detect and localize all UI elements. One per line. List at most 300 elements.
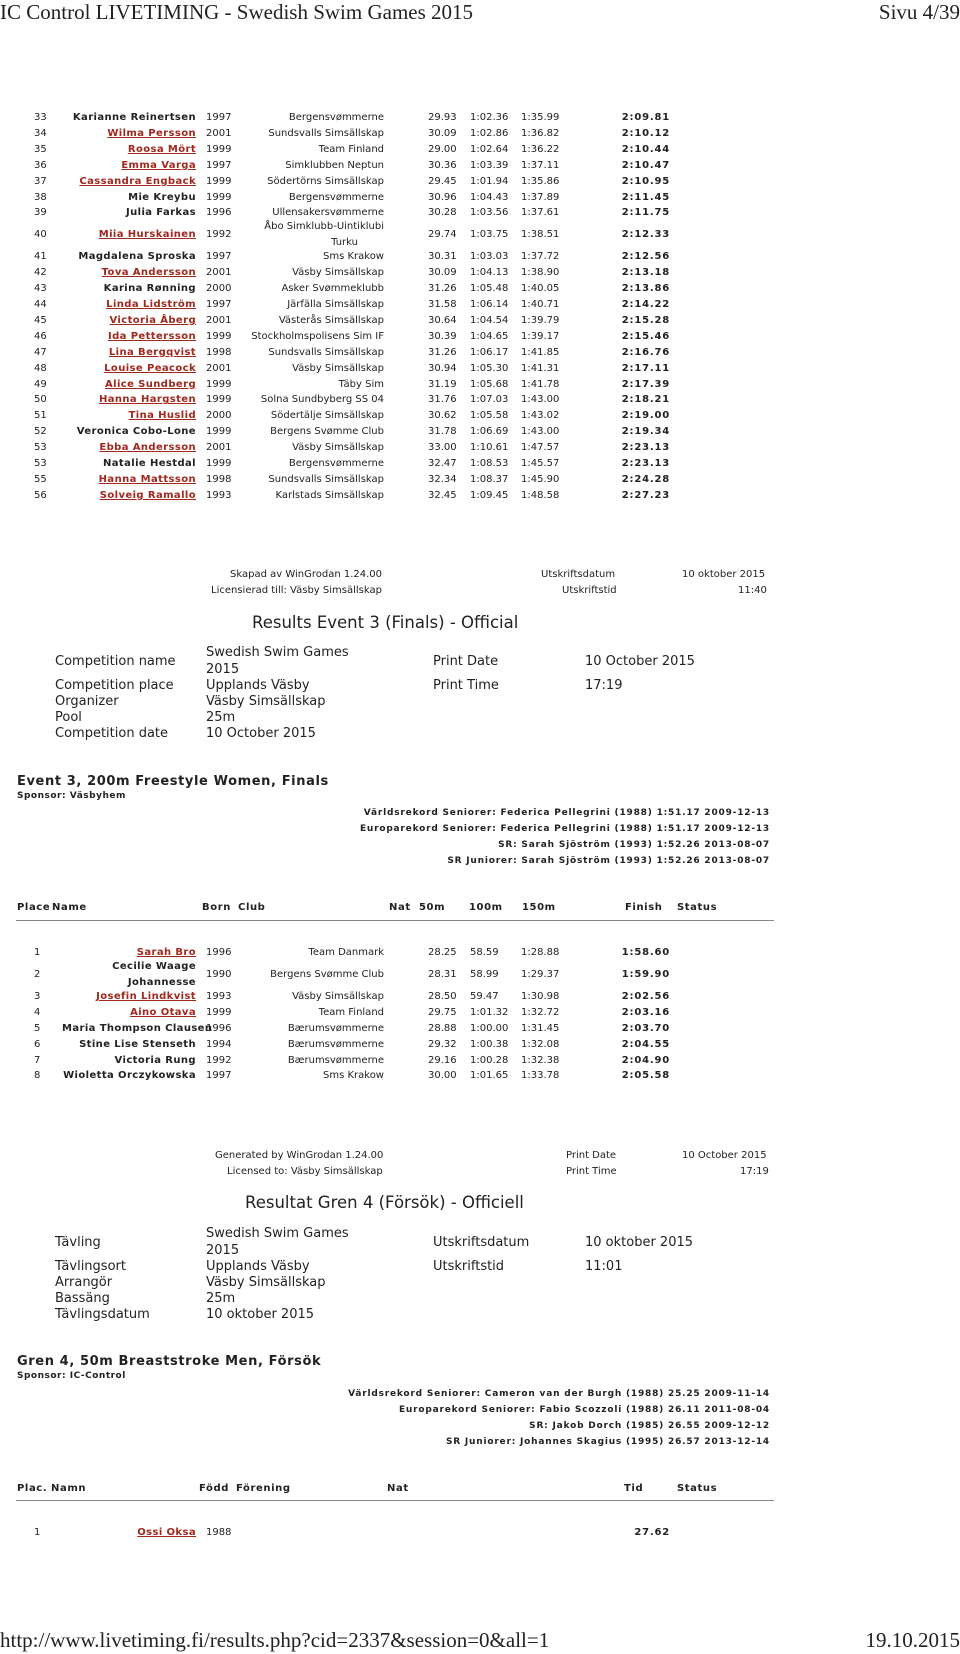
name-cell[interactable]: Josefin Lindkvist <box>96 990 196 1002</box>
split-150-cell: 1:39.17 <box>521 330 560 342</box>
name-cell[interactable]: Tina Huslid <box>128 410 196 422</box>
name-cell[interactable]: Sarah Bro <box>136 947 196 958</box>
born-cell: 1999 <box>206 175 232 187</box>
info-label: Organizer <box>55 694 119 709</box>
finish-cell: 2:17.11 <box>621 362 670 374</box>
born-cell: 1998 <box>206 346 232 358</box>
name-cell[interactable]: Linda Lidström <box>106 299 196 310</box>
born-cell: 2000 <box>206 410 232 422</box>
table-row <box>0 960 960 988</box>
finish-cell: 2:10.12 <box>621 127 670 139</box>
col-name: Namn <box>51 1483 87 1494</box>
split-50-cell: 29.32 <box>428 1038 457 1050</box>
split-150-cell: 1:43.00 <box>521 426 560 438</box>
info-value: Väsby Simsällskap <box>206 1275 326 1290</box>
place-cell: 4 <box>34 1006 41 1018</box>
print-time-label: Print Time <box>566 1166 617 1177</box>
table-row <box>0 299 960 315</box>
split-150-cell: 1:37.11 <box>521 159 560 171</box>
col-club: Club <box>238 902 266 913</box>
info-value: 2015 <box>206 1243 240 1258</box>
split-100-cell: 1:03.39 <box>470 159 509 171</box>
split-150-cell: 1:37.89 <box>521 191 560 203</box>
event4-heading: Gren 4, 50m Breaststroke Men, Försök <box>17 1354 322 1369</box>
split-50-cell: 31.26 <box>428 346 457 358</box>
created-by: Skapad av WinGrodan 1.24.00 <box>230 569 383 580</box>
footer-url: http://www.livetiming.fi/results.php?cid=2337&session=0&all=1 <box>0 1628 550 1652</box>
print-time-label: Print Time <box>433 678 499 693</box>
name-cell[interactable]: Hanna Hargsten <box>98 394 196 406</box>
table-row <box>0 112 960 128</box>
place-cell: 3 <box>34 990 41 1002</box>
name-cell: Karina Rønning <box>103 283 196 295</box>
born-cell: 1998 <box>206 473 232 485</box>
finish-cell: 2:14.22 <box>621 299 670 310</box>
club-cell: Team Danmark <box>308 947 384 958</box>
table-row <box>0 1007 960 1023</box>
finish-cell: 2:02.56 <box>621 990 670 1002</box>
split-100-cell: 1:04.13 <box>470 267 509 279</box>
split-150-cell: 1:43.02 <box>521 410 560 422</box>
finish-cell: 2:03.70 <box>621 1022 670 1034</box>
name-cell[interactable]: Emma Varga <box>121 159 196 171</box>
place-cell: 50 <box>34 394 47 406</box>
split-100-cell: 1:01.65 <box>470 1070 509 1082</box>
col-place: Plac. <box>17 1483 48 1494</box>
split-50-cell: 29.00 <box>428 143 457 155</box>
header-page-number: Sivu 4/39 <box>878 0 960 24</box>
finish-cell: 2:04.55 <box>621 1038 670 1050</box>
born-cell: 2001 <box>206 362 232 374</box>
split-100-cell: 59.47 <box>470 990 499 1002</box>
name-cell[interactable]: Aino Otava <box>130 1006 196 1018</box>
table-row <box>0 347 960 363</box>
split-150-cell: 1:31.45 <box>521 1022 560 1034</box>
finish-cell: 2:18.21 <box>621 394 670 406</box>
born-cell: 1994 <box>206 1038 232 1050</box>
born-cell: 1999 <box>206 143 232 155</box>
split-150-cell: 1:40.71 <box>521 299 560 310</box>
split-50-cell: 31.76 <box>428 394 457 406</box>
name-cell: Stine Lise Stenseth <box>79 1038 196 1050</box>
print-date-value: 10 oktober 2015 <box>682 569 766 580</box>
finish-cell: 27.62 <box>634 1527 670 1538</box>
split-100-cell: 1:05.30 <box>470 362 509 374</box>
table-row <box>0 394 960 410</box>
split-50-cell: 32.45 <box>428 489 457 501</box>
info-label: Competition name <box>55 654 176 669</box>
club-cell: Västerås Simsällskap <box>278 314 384 326</box>
split-150-cell: 1:37.72 <box>521 251 560 263</box>
club-cell: Sundsvalls Simsällskap <box>268 473 384 485</box>
club-cell-line2: Turku <box>331 237 358 249</box>
print-date-value: 10 oktober 2015 <box>585 1235 694 1250</box>
club-cell: Bærumsvømmerne <box>287 1022 384 1034</box>
born-cell: 1999 <box>206 394 232 406</box>
split-100-cell: 1:03.75 <box>470 229 509 241</box>
info-value: 10 October 2015 <box>206 726 316 741</box>
split-150-cell: 1:48.58 <box>521 489 560 501</box>
info-value: Swedish Swim Games <box>206 645 349 660</box>
split-100-cell: 1:04.43 <box>470 191 509 203</box>
table-row <box>0 192 960 208</box>
event3-title: Results Event 3 (Finals) - Official <box>252 613 519 632</box>
born-cell: 2001 <box>206 267 232 279</box>
born-cell: 1992 <box>206 229 232 241</box>
place-cell: 53 <box>34 458 47 469</box>
print-time-value: 11:40 <box>738 585 767 596</box>
place-cell: 48 <box>34 362 47 374</box>
split-150-cell: 1:36.82 <box>521 127 560 139</box>
split-100-cell: 1:02.86 <box>470 127 509 139</box>
divider <box>16 1500 774 1501</box>
name-cell[interactable]: Hanna Mattsson <box>98 473 196 485</box>
record-line: Europarekord Seniorer: Fabio Scozzoli (1988) 26.11 2011-08-04 <box>398 1405 770 1415</box>
finish-cell: 2:23.13 <box>621 442 670 454</box>
finish-cell: 2:11.45 <box>621 191 670 203</box>
club-cell: Sundsvalls Simsällskap <box>268 346 384 358</box>
place-cell: 47 <box>34 346 47 358</box>
col-place: Place <box>17 902 51 913</box>
split-50-cell: 29.45 <box>428 175 457 187</box>
place-cell: 7 <box>34 1054 41 1066</box>
split-150-cell: 1:39.79 <box>521 314 560 326</box>
finish-cell: 2:10.47 <box>621 159 670 171</box>
born-cell: 1999 <box>206 458 232 469</box>
club-cell: Solna Sundbyberg SS 04 <box>260 394 384 406</box>
finish-cell: 2:13.86 <box>621 283 670 295</box>
info-label: Competition date <box>55 726 169 741</box>
finish-cell: 2:03.16 <box>621 1006 670 1018</box>
split-50-cell: 31.19 <box>428 378 457 390</box>
split-100-cell: 1:06.69 <box>470 426 509 438</box>
table-row <box>0 128 960 144</box>
name-cell: Julia Farkas <box>125 207 196 219</box>
born-cell: 1992 <box>206 1054 232 1066</box>
table-row <box>0 1039 960 1055</box>
name-cell[interactable]: Ida Pettersson <box>108 330 196 342</box>
info-value: 2015 <box>206 662 240 677</box>
split-50-cell: 29.16 <box>428 1054 457 1066</box>
info-label: Competition place <box>55 678 174 693</box>
split-150-cell: 1:43.00 <box>521 394 560 406</box>
split-100-cell: 1:02.36 <box>470 112 509 123</box>
table-row <box>0 283 960 299</box>
name-cell[interactable]: Ossi Oksa <box>137 1527 196 1538</box>
table-row <box>0 410 960 426</box>
print-time-value: 17:19 <box>585 678 623 693</box>
split-150-cell: 1:37.61 <box>521 207 560 219</box>
info-value: Swedish Swim Games <box>206 1226 349 1241</box>
name-cell[interactable]: Miia Hurskainen <box>98 229 196 241</box>
col-club: Förening <box>236 1483 291 1494</box>
place-cell: 34 <box>34 127 47 139</box>
split-50-cell: 28.25 <box>428 947 457 958</box>
place-cell: 56 <box>34 489 47 501</box>
finish-cell: 2:05.58 <box>621 1070 670 1082</box>
place-cell: 35 <box>34 143 47 155</box>
born-cell: 1997 <box>206 1070 232 1082</box>
table-row <box>0 1055 960 1071</box>
table-row <box>0 1527 960 1543</box>
info-label: Tävlingsdatum <box>55 1307 150 1322</box>
split-50-cell: 30.36 <box>428 159 457 171</box>
split-50-cell: 30.64 <box>428 314 457 326</box>
place-cell: 55 <box>34 473 47 485</box>
finish-cell: 2:12.56 <box>621 251 670 263</box>
col-finish: Tid <box>624 1483 644 1494</box>
split-150-cell: 1:38.90 <box>521 267 560 279</box>
split-150-cell: 1:32.08 <box>521 1038 560 1050</box>
split-150-cell: 1:47.57 <box>521 442 560 454</box>
split-100-cell: 1:00.00 <box>470 1022 509 1034</box>
place-cell: 46 <box>34 330 47 342</box>
info-label: Tävling <box>55 1235 101 1250</box>
split-50-cell: 30.31 <box>428 251 457 263</box>
split-100-cell: 58.99 <box>470 968 499 980</box>
split-50-cell: 28.88 <box>428 1022 457 1034</box>
table-row <box>0 1023 960 1039</box>
table-row <box>0 490 960 506</box>
born-cell: 2001 <box>206 442 232 454</box>
print-date-label: Print Date <box>566 1150 617 1161</box>
split-100-cell: 1:02.64 <box>470 143 509 155</box>
finish-cell: 2:19.00 <box>621 410 670 422</box>
name-cell[interactable]: Tova Andersson <box>101 267 196 279</box>
club-cell: Team Finland <box>318 1006 384 1018</box>
name-cell[interactable]: Alice Sundberg <box>104 378 196 390</box>
split-100-cell: 1:07.03 <box>470 394 509 406</box>
split-150-cell: 1:45.90 <box>521 473 560 485</box>
place-cell: 36 <box>34 159 47 171</box>
col-name: Name <box>52 902 87 913</box>
name-cell: Karianne Reinertsen <box>72 112 196 123</box>
club-cell: Stockholmspolisens Sim IF <box>251 330 384 342</box>
split-50-cell: 30.39 <box>428 330 457 342</box>
club-cell: Ullensakersvømmerne <box>272 207 384 219</box>
split-100-cell: 1:08.53 <box>470 458 509 469</box>
name-cell: Cecilie Waage <box>112 960 196 972</box>
table-row <box>0 176 960 192</box>
finish-cell: 1:58.60 <box>621 947 670 958</box>
born-cell: 1993 <box>206 990 232 1002</box>
club-cell: Bærumsvømmerne <box>287 1038 384 1050</box>
split-50-cell: 29.93 <box>428 112 457 123</box>
col-status: Status <box>677 902 718 913</box>
split-150-cell: 1:38.51 <box>521 229 560 241</box>
name-cell[interactable]: Ebba Andersson <box>99 442 196 454</box>
club-cell: Sms Krakow <box>322 251 384 263</box>
club-cell: Täby Sim <box>338 378 384 390</box>
split-150-cell: 1:36.22 <box>521 143 560 155</box>
place-cell: 49 <box>34 378 47 390</box>
born-cell: 1999 <box>206 191 232 203</box>
split-50-cell: 31.26 <box>428 283 457 295</box>
split-50-cell: 30.09 <box>428 127 457 139</box>
col-150m: 150m <box>522 902 556 913</box>
info-value: Väsby Simsällskap <box>206 694 326 709</box>
record-line: Europarekord Seniorer: Federica Pellegrini (1988) 1:51.17 2009-12-13 <box>359 824 770 834</box>
col-nat: Nat <box>387 1483 409 1494</box>
split-50-cell: 31.78 <box>428 426 457 438</box>
table-row <box>0 442 960 458</box>
place-cell: 42 <box>34 267 47 279</box>
record-line: SR Juniorer: Johannes Skagius (1995) 26.57 2013-12-14 <box>445 1437 770 1447</box>
place-cell: 1 <box>34 947 41 958</box>
col-born: Born <box>202 902 231 913</box>
split-150-cell: 1:32.72 <box>521 1006 560 1018</box>
col-born: Född <box>199 1483 230 1494</box>
split-50-cell: 32.47 <box>428 458 457 469</box>
place-cell: 6 <box>34 1038 41 1050</box>
print-time-value: 17:19 <box>740 1166 769 1177</box>
page-footer <box>0 1628 960 1654</box>
event3-sponsor: Sponsor: Väsbyhem <box>17 791 126 801</box>
table-row <box>0 267 960 283</box>
born-cell: 1999 <box>206 426 232 438</box>
place-cell: 2 <box>34 968 41 980</box>
col-nat: Nat <box>389 902 411 913</box>
split-50-cell: 28.31 <box>428 968 457 980</box>
split-50-cell: 30.94 <box>428 362 457 374</box>
born-cell: 2000 <box>206 283 232 295</box>
place-cell: 39 <box>34 207 47 219</box>
info-value: Upplands Väsby <box>206 1259 310 1274</box>
footer-date: 19.10.2015 <box>865 1628 960 1652</box>
name-cell[interactable]: Roosa Mört <box>127 143 196 155</box>
split-150-cell: 1:28.88 <box>521 947 560 958</box>
finish-cell: 2:11.75 <box>621 207 670 219</box>
place-cell: 33 <box>34 112 47 123</box>
born-cell: 1997 <box>206 112 232 123</box>
split-50-cell: 30.62 <box>428 410 457 422</box>
finish-cell: 2:19.34 <box>621 426 670 438</box>
print-date-value: 10 October 2015 <box>585 654 695 669</box>
finish-cell: 2:09.81 <box>621 112 670 123</box>
print-time-value: 11:01 <box>585 1259 623 1274</box>
split-100-cell: 1:01.94 <box>470 175 509 187</box>
split-100-cell: 1:05.58 <box>470 410 509 422</box>
finish-cell: 2:16.76 <box>621 346 670 358</box>
club-cell: Väsby Simsällskap <box>292 442 384 454</box>
place-cell: 5 <box>34 1022 41 1034</box>
table-row <box>0 221 960 249</box>
club-cell: Asker Svømmeklubb <box>281 283 384 295</box>
record-line: SR Juniorer: Sarah Sjöström (1993) 1:52.26 2013-08-07 <box>447 856 770 866</box>
name-cell: Victoria Rung <box>114 1054 196 1066</box>
place-cell: 44 <box>34 299 47 310</box>
record-line: Världsrekord Seniorer: Cameron van der Burgh (1988) 25.25 2009-11-14 <box>348 1389 770 1399</box>
info-label: Arrangör <box>55 1275 113 1290</box>
finish-cell: 2:27.23 <box>621 489 670 501</box>
split-150-cell: 1:41.31 <box>521 362 560 374</box>
place-cell: 1 <box>34 1527 41 1538</box>
place-cell: 52 <box>34 426 47 438</box>
place-cell: 8 <box>34 1070 41 1082</box>
info-value: 25m <box>206 710 236 725</box>
born-cell: 2001 <box>206 127 232 139</box>
club-cell: Bergensvømmerne <box>288 112 384 123</box>
name-cell[interactable]: Lina Bergqvist <box>108 346 196 358</box>
split-150-cell: 1:35.86 <box>521 175 560 187</box>
print-time-label: Utskriftstid <box>433 1259 505 1274</box>
club-cell: Bergensvømmerne <box>288 458 384 469</box>
split-100-cell: 58.59 <box>470 947 499 958</box>
split-50-cell: 33.00 <box>428 442 457 454</box>
born-cell: 1990 <box>206 968 232 980</box>
club-cell: Väsby Simsällskap <box>292 990 384 1002</box>
finish-cell: 2:15.28 <box>621 314 670 326</box>
split-50-cell: 29.75 <box>428 1006 457 1018</box>
table-row <box>0 474 960 490</box>
place-cell: 43 <box>34 283 47 295</box>
place-cell: 51 <box>34 410 47 422</box>
split-100-cell: 1:05.68 <box>470 378 509 390</box>
club-cell: Simklubben Neptun <box>285 159 384 171</box>
name-cell: Wioletta Orczykowska <box>63 1070 196 1082</box>
finish-cell: 1:59.90 <box>621 968 670 980</box>
split-100-cell: 1:03.03 <box>470 251 509 263</box>
print-time-label: Utskriftstid <box>562 585 617 596</box>
split-50-cell: 28.50 <box>428 990 457 1002</box>
info-value: 10 oktober 2015 <box>206 1307 315 1322</box>
split-50-cell: 30.09 <box>428 267 457 279</box>
club-cell: Bærumsvømmerne <box>287 1054 384 1066</box>
table-row <box>0 379 960 395</box>
place-cell: 45 <box>34 314 47 326</box>
name-cell[interactable]: Solveig Ramallo <box>99 489 196 501</box>
split-100-cell: 1:04.65 <box>470 330 509 342</box>
split-50-cell: 30.00 <box>428 1070 457 1082</box>
licensed-to: Licensierad till: Väsby Simsällskap <box>211 585 382 596</box>
record-line: SR: Sarah Sjöström (1993) 1:52.26 2013-08-07 <box>498 840 770 850</box>
print-date-label: Utskriftsdatum <box>433 1235 530 1250</box>
split-100-cell: 1:05.48 <box>470 283 509 295</box>
split-50-cell: 31.58 <box>428 299 457 310</box>
name-cell[interactable]: Louise Peacock <box>104 362 196 374</box>
table-row <box>0 458 960 474</box>
born-cell: 1999 <box>206 1006 232 1018</box>
split-150-cell: 1:32.38 <box>521 1054 560 1066</box>
club-cell: Bergensvømmerne <box>288 191 384 203</box>
table-row <box>0 1070 960 1086</box>
born-cell: 1993 <box>206 489 232 501</box>
split-150-cell: 1:30.98 <box>521 990 560 1002</box>
club-cell: Åbo Simklubb-Uintiklubi <box>264 221 384 233</box>
table-row <box>0 331 960 347</box>
name-cell[interactable]: Cassandra Engback <box>79 175 196 187</box>
split-100-cell: 1:00.28 <box>470 1054 509 1066</box>
table-row <box>0 315 960 331</box>
split-100-cell: 1:01.32 <box>470 1006 509 1018</box>
divider <box>16 920 774 921</box>
place-cell: 37 <box>34 175 47 187</box>
name-cell[interactable]: Wilma Persson <box>107 127 196 139</box>
finish-cell: 2:15.46 <box>621 330 670 342</box>
club-cell: Väsby Simsällskap <box>292 267 384 279</box>
split-150-cell: 1:41.78 <box>521 378 560 390</box>
born-cell: 1997 <box>206 251 232 263</box>
created-by: Generated by WinGrodan 1.24.00 <box>215 1150 384 1161</box>
page-header <box>0 0 960 28</box>
club-cell: Team Finland <box>318 143 384 155</box>
finish-cell: 2:17.39 <box>621 378 670 390</box>
name-cell[interactable]: Victoria Åberg <box>109 314 196 326</box>
table-row <box>0 251 960 267</box>
split-150-cell: 1:35.99 <box>521 112 560 123</box>
info-label: Bassäng <box>55 1291 110 1306</box>
split-100-cell: 1:00.38 <box>470 1038 509 1050</box>
